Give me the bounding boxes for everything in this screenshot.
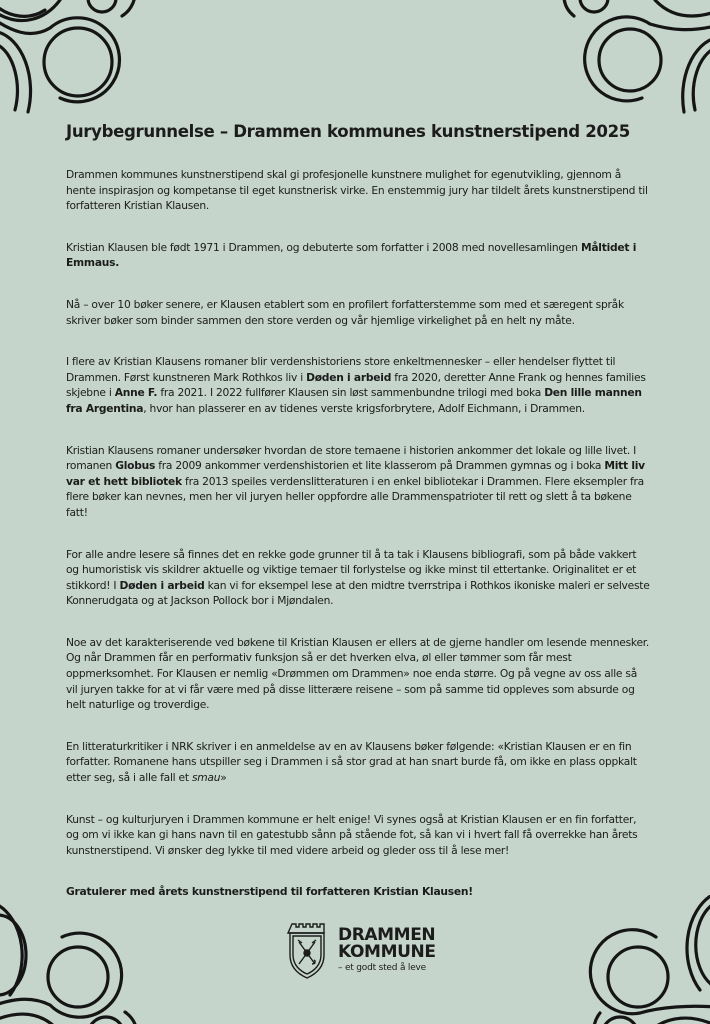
text: fra 2021. I 2022 fullfører Klausen sin løst sammenbundne trilogi med boka (157, 386, 545, 400)
paragraph-jury-conclusion: Kunst – og kulturjuryen i Drammen kommune er helt enige! Vi synes også at Kristian Klausen er en fin forfatter, og om vi ikke kan gi hans navn til en gatestubb sånn på stående fot, så kan vi i hvert fall få overrekke han årets kunstnerstipend. Vi ønsker deg lykke til med videre arbeid og gleder oss til å lese mer! (66, 812, 638, 857)
paragraph-characteristics: Noe av det karakteriserende ved bøkene til Kristian Klausen er ellers at de gjerne handler om lesende mennesker. Og når Drammen får en performativ funksjon så er det hverken elva, øl eller tømmer som får mest oppmerksomhet. For Klausen er nemlig «Drømmen om Drammen» noe enda større. Og på vegne av oss alle så vil juryen takke for at vi får være med på disse litterære reisene – som på samme tid oppleves som absurde og helt naturlige og troverdige. (66, 635, 650, 712)
text: fra 2020, deretter Anne Frank og hennes families skjebne i (66, 370, 646, 400)
text: Kristian Klausen ble født 1971 i Drammen, og debuterte som forfatter i 2008 med novellesamlingen (66, 240, 581, 254)
drammen-kommune-logo (286, 918, 476, 982)
logo-wordmark (338, 927, 436, 973)
logo-line-1: DRAMMEN (338, 925, 436, 945)
book-title: Den lille mannen fra Argentina (66, 386, 642, 415)
text: En litteraturkritiker i NRK skriver i en anmeldelse av en av Klausens bøker følgende: «Kristian Klausen er en fin forfatter. Romanene hans utspiller seg i Drammen i så stor grad at han snart burde få, om ikke en plass oppkalt etter seg, så i alle fall et (66, 739, 637, 785)
logo-tagline: – et godt sted å leve (338, 963, 427, 973)
paragraph-trilogy (66, 354, 650, 416)
paragraph-intro: Drammen kommunes kunstnerstipend skal gi profesjonelle kunstnere mulighet for egenutvikling, gjennom å hente inspirasjon og kompetanse til eget kunstnerisk virke. En enstemmig jury har tildelt årets kunstnerstipend til forfatteren Kristian Klausen. (66, 168, 648, 213)
book-title: Døden i arbeid (306, 370, 392, 384)
paragraph-readers (66, 547, 650, 609)
text: kan vi for eksempel lese at den midtre tverrstripa i Rothkos ikoniske maleri er selveste Konnerudgata og at Jackson Pollock bor i Mjøndalen. (66, 578, 650, 608)
book-title: Anne F. (114, 386, 158, 400)
logo-line-2: KOMMUNE (338, 942, 436, 962)
book-title: Mitt liv var et hett bibliotek (66, 459, 645, 488)
paragraph-debut (66, 240, 650, 271)
text: » (220, 771, 227, 785)
page-title: Jurybegrunnelse – Drammen kommunes kunstnerstipend 2025 (66, 122, 630, 141)
corner-ornament-top-left (0, 0, 160, 115)
book-title: Globus (115, 459, 156, 473)
paragraph-established: Nå – over 10 bøker senere, er Klausen etablert som en profilert forfatterstemme som med et særegent språk skriver bøker som binder sammen den store verden og vår hjemlige virkelighet på en helt ny måte. (66, 297, 624, 327)
emphasis: smau (191, 771, 221, 785)
text: I flere av Kristian Klausens romaner blir verdenshistoriens store enkeltmennesker – eller hendelser flyttet til Drammen. Først kunstneren Mark Rothkos liv i (66, 355, 616, 384)
paragraph-themes (66, 443, 650, 521)
text: fra 2013 speiles verdenslitteraturen i en enkel bibliotekar i Drammen. Flere eksempler fra flere bøker kan nevnes, men her vil juryen heller oppfordre alle Drammenspatrioter til rett og slett å ta bøkene fatt! (66, 474, 644, 519)
coat-of-arms-icon (286, 920, 328, 980)
corner-ornament-top-right (550, 0, 710, 115)
book-title: Måltidet i Emmaus. (66, 240, 637, 270)
text: fra 2009 ankommer verdenshistorien et lite klasserom på Drammen gymnas og i boka (155, 459, 605, 473)
paragraph-nrk-quote (66, 739, 650, 786)
text: Kristian Klausens romaner undersøker hvordan de store temaene i historien ankommer det lokale og lille livet. I romanen (66, 443, 637, 473)
document-body (66, 121, 650, 926)
closing-congratulation: Gratulerer med årets kunstnerstipend til forfatteren Kristian Klausen! (66, 885, 473, 899)
text: , hvor han plasserer en av tidenes verste krigsforbrytere, Adolf Eichmann, i Drammen. (143, 401, 585, 415)
text: For alle andre lesere så finnes det en rekke gode grunner til å ta tak i Klausens bibliografi, som på både vakkert og humoristisk vis skildrer aktuelle og viktige temaer til forlystelse og ikke minst til ettertanke. Originalitet er et stikkord! I (66, 547, 637, 592)
book-title: Døden i arbeid (119, 578, 205, 592)
